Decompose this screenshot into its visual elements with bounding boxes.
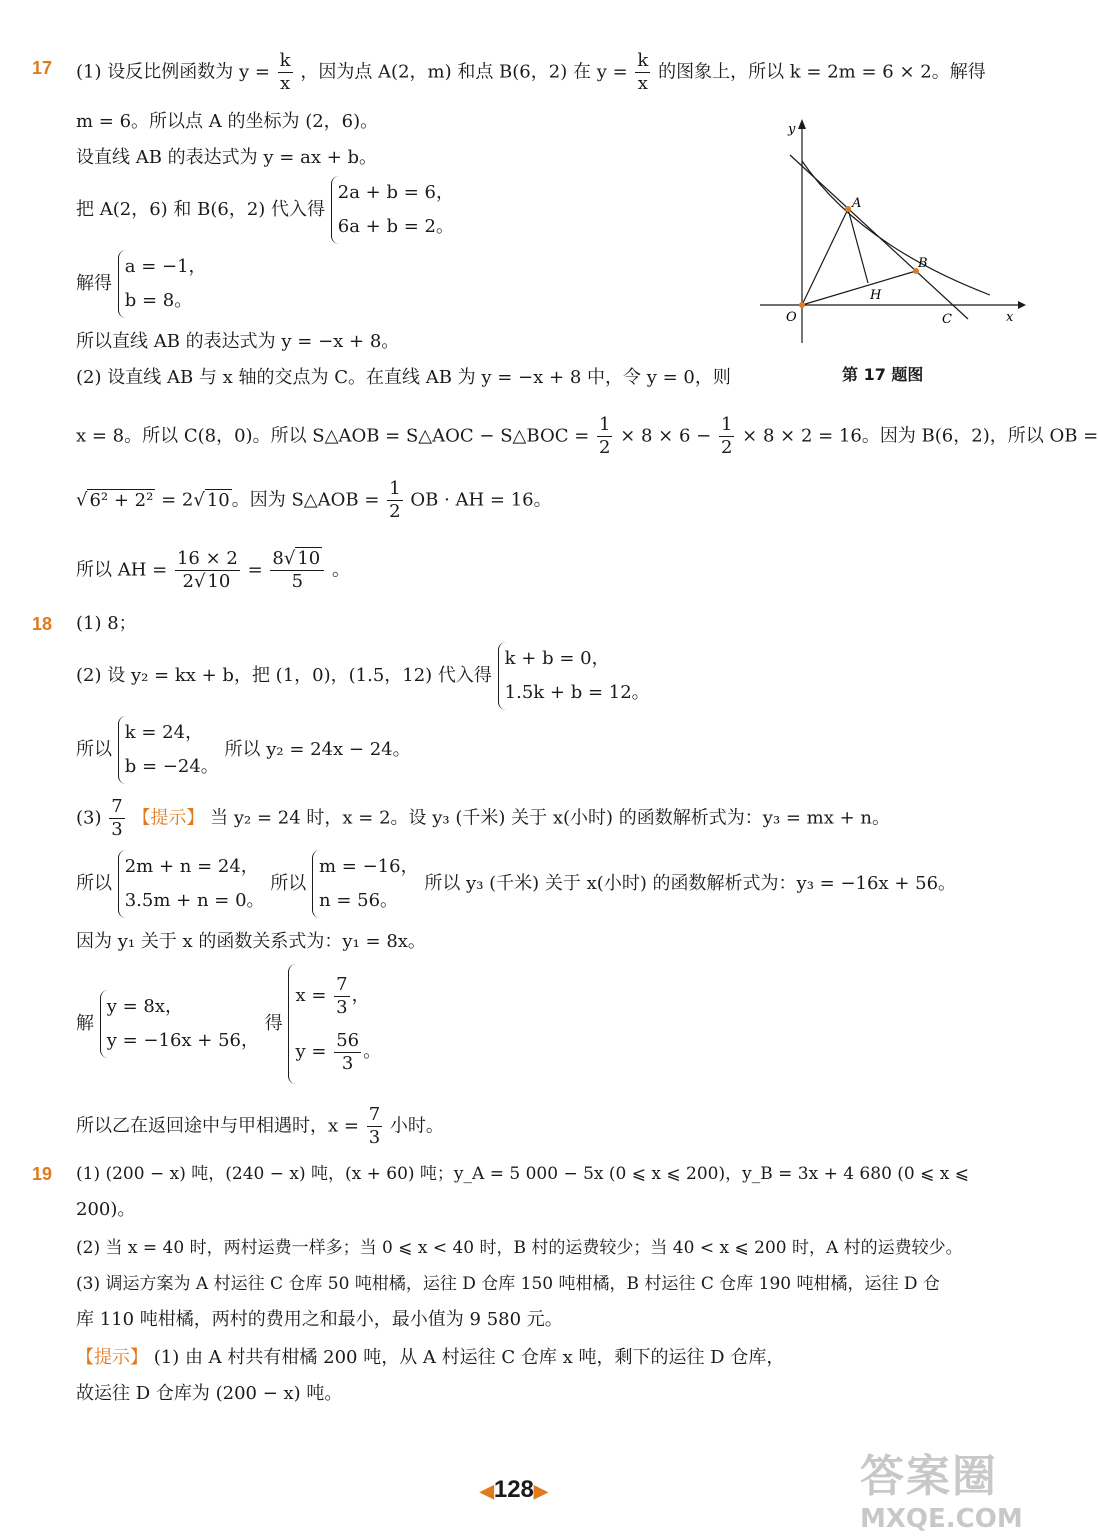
- q19-line-7: 故运往 D 仓库为 (200 − x) 吨。: [76, 1383, 343, 1404]
- q17-line-6: 所以直线 AB 的表达式为 y = −x + 8。: [76, 331, 400, 352]
- x-axis-arrow: [1018, 301, 1026, 309]
- q19-line-4: (3) 调运方案为 A 村运往 C 仓库 50 吨柑橘，运往 D 仓库 150 吨柑橘，B 村运往 C 仓库 190 吨柑橘，运往 D 仓: [76, 1274, 940, 1294]
- fraction-k-over-x-2: $\frac{k}{x}$: [637, 50, 649, 94]
- label-h: H: [870, 288, 882, 303]
- label-o: O: [786, 310, 797, 325]
- problem-17-diagram: [750, 115, 1030, 385]
- label-c: C: [942, 312, 952, 327]
- question-number-17: 17: [32, 58, 53, 78]
- q18-line-5: 所以 2m + n = 24， 3.5m + n = 0。 所以 m = −16， n = 56。 所以 y₃ (千米) 关于 x(小时) 的函数解析式为：y₃ = −16x + 56。: [76, 850, 956, 918]
- q18-line-1: (1) 8；: [76, 613, 137, 634]
- q19-line-3: (2) 当 x = 40 时，两村运费一样多；当 0 ⩽ x < 40 时，B 村的运费较少；当 40 < x ⩽ 200 时，A 村的运费较少。: [76, 1238, 963, 1258]
- q17-line-4: 把 A(2，6) 和 B(6，2) 代入得 2a + b = 6， 6a + b = 2。: [76, 176, 454, 244]
- solution-system: a = −1， b = 8。: [118, 250, 207, 318]
- question-number-18: 18: [32, 614, 53, 634]
- point-o: [799, 302, 805, 308]
- hint-tag: 【提示】: [132, 807, 205, 829]
- hint-tag: 【提示】: [76, 1347, 148, 1368]
- q17-line-7: (2) 设直线 AB 与 x 轴的交点为 C。在直线 AB 为 y = −x + 8 中，令 y = 0，则: [76, 367, 731, 388]
- fraction-k-over-x: $\frac{k}{x}$: [279, 50, 291, 94]
- q17-line-9: √ 6² + 2² = 2√ 10 。因为 S△AOB = $\frac{1}{2}$ OB · AH = 16。: [76, 478, 552, 522]
- question-number-19: 19: [32, 1164, 53, 1184]
- segment-ah: [848, 209, 868, 283]
- q17-line-5: 解得 a = −1， b = 8。: [76, 250, 207, 318]
- q17-line-10: 所以 AH = $\frac{16 \times 2}{2√ 10}$ = $\frac{8√ 10}{5}$ 。: [76, 548, 350, 592]
- q19-line-5: 库 110 吨柑橘，两村的费用之和最小，最小值为 9 580 元。: [76, 1309, 563, 1330]
- q17-line-3: 设直线 AB 的表达式为 y = ax + b。: [76, 147, 378, 168]
- q18-line-7: 解 y = 8x， y = −16x + 56， 得 x = $\frac{7}{3}$ ， y = $\frac{56}{3}$ 。: [76, 964, 381, 1084]
- figure-caption: 第 17 题图: [842, 365, 924, 384]
- left-arrow-icon: ◀: [480, 1481, 494, 1501]
- label-a: A: [852, 196, 862, 211]
- q17-line-8: x = 8。所以 C(8，0)。所以 S△AOB = S△AOC − S△BOC = $\frac{1}{2}$ × 8 × 6 − $\frac{1}{2}$ × 8 × 2 = 16。因为 B(6，2)，所以 OB =: [76, 414, 1098, 458]
- q18-line-3: 所以 k = 24， b = −24。 所以 y₂ = 24x − 24。: [76, 716, 411, 784]
- q18-line-4: (3) $\frac{7}{3}$ 【提示】 当 y₂ = 24 时，x = 2。设 y₃ (千米) 关于 x(小时) 的函数解析式为：y₃ = mx + n。: [76, 796, 891, 840]
- label-b: B: [918, 256, 928, 271]
- x-axis-label: x: [1006, 310, 1014, 325]
- q19-line-6: 【提示】 (1) 由 A 村共有柑橘 200 吨，从 A 村运往 C 仓库 x 吨，剩下的运往 D 仓库，: [76, 1347, 785, 1368]
- hyperbola-curve: [802, 161, 990, 295]
- point-a: [845, 206, 851, 212]
- segment-ob: [802, 271, 916, 305]
- q17-line-2: m = 6。所以点 A 的坐标为 (2，6)。: [76, 111, 379, 132]
- y-axis-arrow: [798, 119, 806, 129]
- right-arrow-icon: ▶: [533, 1481, 548, 1501]
- page-number: ◀128▶: [480, 1476, 548, 1503]
- segment-oa: [802, 209, 848, 305]
- q19-line-2: 200)。: [76, 1199, 136, 1220]
- q18-line-6: 因为 y₁ 关于 x 的函数关系式为：y₁ = 8x。: [76, 931, 426, 952]
- y-axis-label: y: [788, 122, 796, 137]
- equation-system: 2a + b = 6， 6a + b = 2。: [331, 176, 454, 244]
- q18-line-2: (2) 设 y₂ = kx + b，把 (1，0)，(1.5，12) 代入得 k + b = 0， 1.5k + b = 12。: [76, 642, 650, 710]
- q17-line-1: (1) 设反比例函数为 y = $\frac{k}{x}$ ，因为点 A(2，m) 和点 B(6，2) 在 y = $\frac{k}{x}$ 的图象上，所以 k = 2m = 6 × 2。解得: [76, 50, 986, 94]
- q18-line-8: 所以乙在返回途中与甲相遇时，x = $\frac{7}{3}$ 小时。: [76, 1104, 444, 1148]
- q19-line-1: (1) (200 − x) 吨，(240 − x) 吨，(x + 60) 吨；y_A = 5 000 − 5x (0 ⩽ x ⩽ 200)，y_B = 3x + 4 680 (0 ⩽ x ⩽: [76, 1164, 970, 1184]
- watermark-logo: 答案圈 MXQE.COM: [860, 1451, 1023, 1534]
